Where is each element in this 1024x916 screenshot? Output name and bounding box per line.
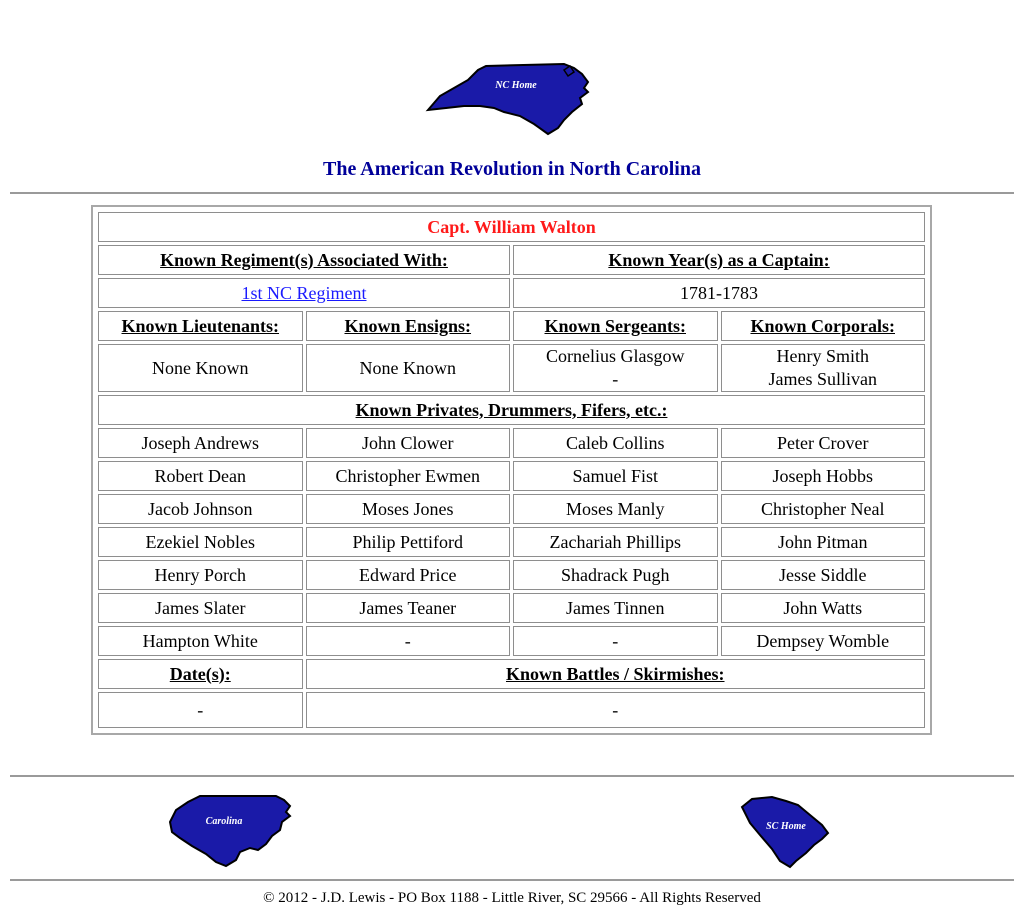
page-heading: The American Revolution in North Carolina: [323, 158, 701, 180]
private-name: Hampton White: [98, 626, 303, 656]
corporals-header: Known Corporals:: [721, 311, 926, 341]
nc-map-icon[interactable]: [424, 58, 592, 136]
sergeant-name: Cornelius Glasgow: [546, 346, 685, 366]
private-name: Christopher Neal: [721, 494, 926, 524]
private-name: Henry Porch: [98, 560, 303, 590]
private-name: Jacob Johnson: [98, 494, 303, 524]
private-name: Edward Price: [306, 560, 511, 590]
sc-map-icon[interactable]: [738, 795, 830, 869]
nc-home-label: NC Home: [495, 80, 537, 91]
lieutenants-value: None Known: [98, 344, 303, 392]
private-name: Peter Crover: [721, 428, 926, 458]
private-name: Samuel Fist: [513, 461, 718, 491]
ensigns-value: None Known: [306, 344, 511, 392]
regiment-cell: [98, 278, 510, 308]
table-row: [98, 428, 925, 458]
private-name: Zachariah Phillips: [513, 527, 718, 557]
regiment-header: Known Regiment(s) Associated With:: [98, 245, 510, 275]
private-name: James Slater: [98, 593, 303, 623]
dates-value: -: [98, 692, 303, 728]
nc-map-icon[interactable]: [166, 792, 296, 868]
sergeants-header: Known Sergeants:: [513, 311, 718, 341]
divider-bottom: [10, 879, 1014, 881]
captain-name: Capt. William Walton: [98, 212, 925, 242]
private-name: Joseph Hobbs: [721, 461, 926, 491]
divider-middle: [10, 775, 1014, 777]
company-roster-table: [91, 205, 932, 735]
private-name: Christopher Ewmen: [306, 461, 511, 491]
private-name: Dempsey Womble: [721, 626, 926, 656]
copyright-footer: © 2012 - J.D. Lewis - PO Box 1188 - Little River, SC 29566 - All Rights Reserved: [263, 890, 761, 906]
private-name: Ezekiel Nobles: [98, 527, 303, 557]
private-name: James Tinnen: [513, 593, 718, 623]
private-name: -: [306, 626, 511, 656]
private-name: John Clower: [306, 428, 511, 458]
private-name: John Watts: [721, 593, 926, 623]
dates-header: Date(s):: [98, 659, 303, 689]
sergeant-name: -: [612, 369, 619, 389]
private-name: Moses Manly: [513, 494, 718, 524]
battles-header: Known Battles / Skirmishes:: [306, 659, 926, 689]
private-name: John Pitman: [721, 527, 926, 557]
roster-grid: [95, 209, 928, 731]
years-value: 1781-1783: [513, 278, 925, 308]
private-name: Jesse Siddle: [721, 560, 926, 590]
private-name: Robert Dean: [98, 461, 303, 491]
sergeants-value: [513, 344, 718, 392]
carolina-label: Carolina: [205, 816, 243, 827]
corporal-name: Henry Smith: [776, 346, 869, 366]
table-row: [98, 626, 925, 656]
table-row: [98, 593, 925, 623]
table-row: [98, 560, 925, 590]
battles-value: -: [306, 692, 926, 728]
regiment-link[interactable]: 1st NC Regiment: [241, 282, 367, 303]
private-name: Joseph Andrews: [98, 428, 303, 458]
sc-home-label: SC Home: [766, 821, 806, 832]
corporals-value: [721, 344, 926, 392]
table-row: [98, 461, 925, 491]
years-header: Known Year(s) as a Captain:: [513, 245, 925, 275]
table-row: [98, 494, 925, 524]
table-row: [98, 527, 925, 557]
private-name: Shadrack Pugh: [513, 560, 718, 590]
lieutenants-header: Known Lieutenants:: [98, 311, 303, 341]
privates-header: Known Privates, Drummers, Fifers, etc.:: [98, 395, 925, 425]
private-name: -: [513, 626, 718, 656]
private-name: Philip Pettiford: [306, 527, 511, 557]
ensigns-header: Known Ensigns:: [306, 311, 511, 341]
private-name: Caleb Collins: [513, 428, 718, 458]
corporal-name: James Sullivan: [768, 369, 877, 389]
private-name: Moses Jones: [306, 494, 511, 524]
private-name: James Teaner: [306, 593, 511, 623]
divider-top: [10, 192, 1014, 194]
